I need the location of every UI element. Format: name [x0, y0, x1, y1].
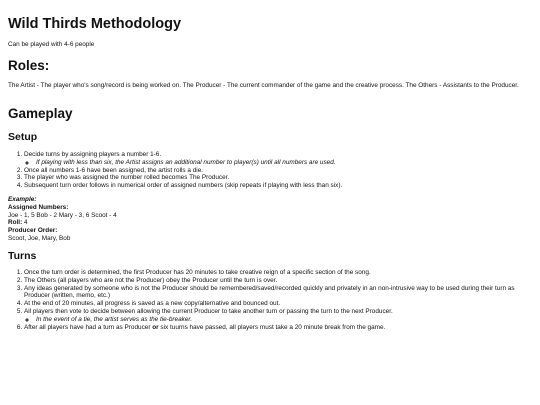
- page-title: Wild Thirds Methodology: [8, 16, 182, 32]
- intro-text: Can be played with 4-6 people: [8, 41, 95, 48]
- last-item-post: six tuurns have passed, all players must take a 20 minute break from the game.: [158, 323, 386, 331]
- example-label: Example:: [8, 196, 37, 203]
- setup-heading: Setup: [8, 131, 38, 143]
- list-item: [24, 308, 532, 324]
- roles-heading: Roles:: [8, 58, 50, 73]
- list-item: 2. The Others (all players who are not the Producer) obey the Producer until the turn is over.: [24, 277, 532, 285]
- setup-list: [8, 151, 532, 190]
- setup-sub-list: [24, 159, 532, 167]
- turns-item-5: All players then vote to decide between allowing the current Producer to take another turn or passing the turn to the next Producer.: [24, 308, 393, 316]
- list-item: [24, 151, 532, 167]
- list-item: 1. Once the turn order is determined, the first Producer has 20 minutes to take creative reign of a specific section of the song.: [24, 269, 532, 277]
- assigned-numbers-value: Joe - 1, 5 Bob - 2 Mary - 3, 6 Scoot - 4: [8, 211, 117, 219]
- setup-list-container: [8, 151, 532, 190]
- turns-list-container: [8, 269, 532, 332]
- producer-order-value: Scoot, Joe, Mary, Bob: [8, 235, 71, 243]
- roles-text: The Artist - The player who's song/record is being worked on. The Producer - The current commander of the game and the creative process. The Others - Assistants to the Producer.: [8, 82, 519, 89]
- turns-list: [8, 269, 532, 332]
- setup-item-1: Decide turns by assigning players a number 1-6.: [24, 151, 162, 158]
- list-item: 2. Once all numbers 1-6 have been assigned, the artist rolls a die.: [24, 167, 532, 175]
- roll-label: Roll:: [8, 219, 23, 227]
- setup-sub-note: ◦ If playing with less than six, the Artist assigns an additional number to player(s) until all numbers are used.: [36, 159, 532, 167]
- list-item: 3. The player who was assigned the number rolled becomes The Producer.: [24, 174, 532, 182]
- list-item: 4. At the end of 20 minutes, all progress is saved as a new copy/alternative and bounced out.: [24, 300, 532, 308]
- last-item-pre: After all players have had a turn as Producer: [24, 323, 153, 331]
- assigned-numbers-label: Assigned Numbers:: [8, 203, 69, 211]
- example-block: [8, 196, 532, 243]
- roll-line: [8, 219, 532, 227]
- list-item: 3. Any ideas generated by someone who is not the Producer should be remembered/saved/recorded quickly and privately in an non-intrusive way to be used during their turn as Producer (written, memo, etc.): [24, 285, 532, 301]
- last-item-or: or: [152, 323, 159, 331]
- turns-heading: Turns: [8, 250, 37, 262]
- list-item: [24, 324, 532, 332]
- roll-value: 4: [22, 219, 28, 227]
- producer-order-label: Producer Order:: [8, 227, 58, 235]
- gameplay-heading: Gameplay: [8, 106, 73, 121]
- turns-sub-note: ◦ In the event of a tie, the artist serves as the tie-breaker.: [36, 316, 532, 324]
- list-item: 4. Subsequent turn order follows in numerical order of assigned numbers (skip repeats if playing with less than six).: [24, 182, 532, 190]
- turns-sub-list: [24, 316, 532, 324]
